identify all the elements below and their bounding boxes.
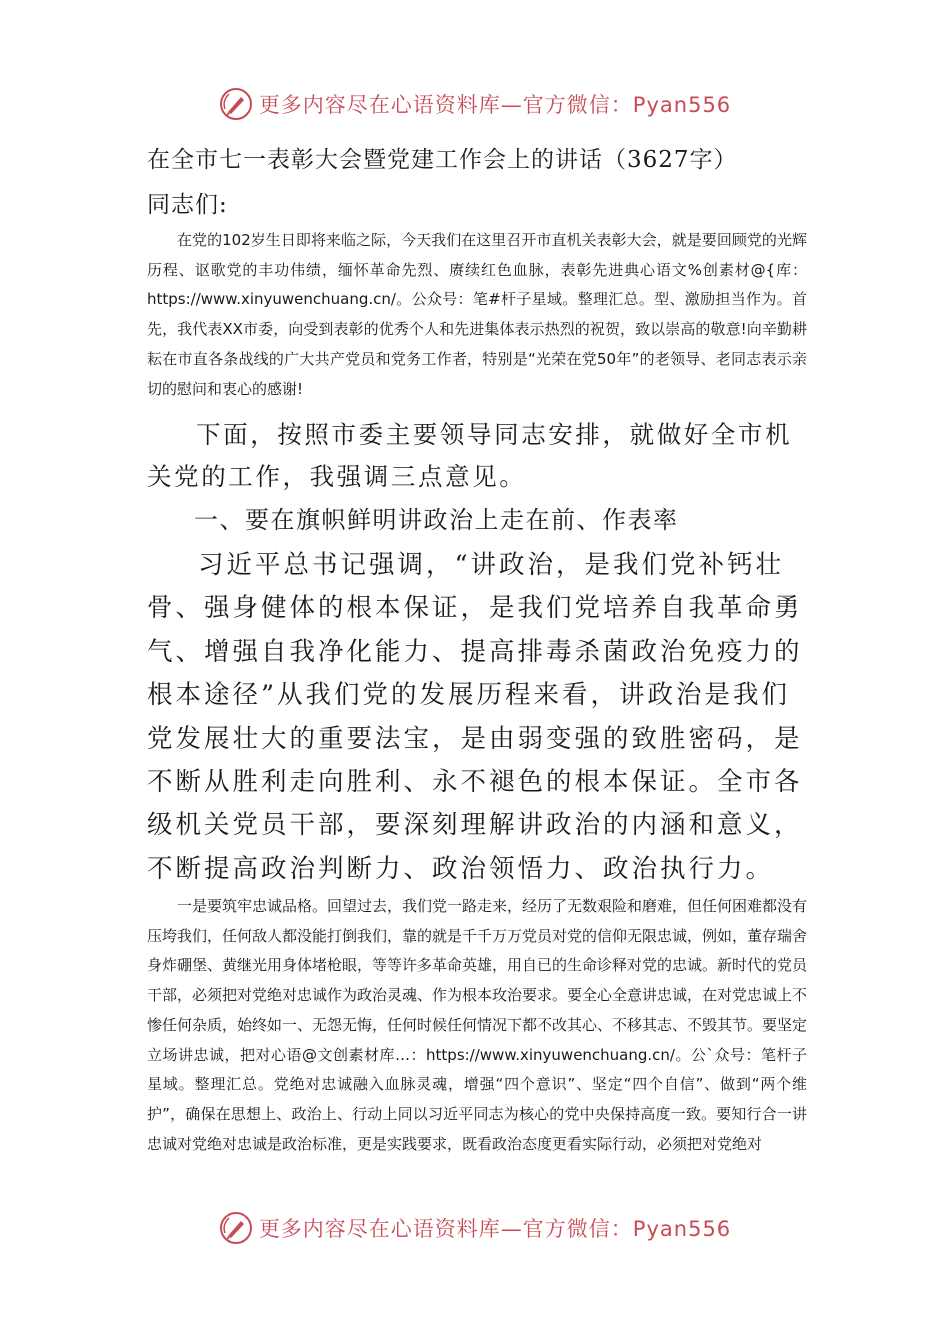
paragraph-outline: 下面，按照市委主要领导同志安排，就做好全市机关党的工作，我强调三点意见。	[147, 420, 793, 491]
section-heading: 一、要在旗帜鲜明讲政治上走在前、作表率	[194, 506, 679, 534]
pen-nib-logo-icon	[219, 87, 253, 121]
greeting: 同志们:	[147, 192, 228, 218]
paragraph-loyalty: 一是要筑牢忠诚品格。回望过去，我们党一路走来，经历了无数艰险和磨难，但任何困难都没有压垮我们，任何敌人都没能打倒我们，靠的就是千千万万党员对党的信仰无限忠诚，例如，董存瑞舍身炸硼堡、黄继光用身体堵枪眼，等等许多革命英雄，用自已的生命诊释对党的忠诚。新时代的党员干部，必须把对党绝对忠诚作为政治灵魂、作为根本玫治要求。要全心全意讲忠诚，在对党忠诚上不惨任何杂质，始终如一、无怨无悔，任何时候任何情况下都不改其心、不移其志、不毁其节。要坚定立场讲忠诚，把对心语@文创素材库…：https://www.xinyuwenchuang.cn/。公`众号：笔杆子星域。整理汇总。党绝对忠诚融入血脉灵魂，增强“四个意识”、坚定“四个自信”、做到“两个维护”，确保在思想上、政治上、行动上同以习近平同志为核心的党中央保持高度一致。要知行合一讲忠诚对党绝对忠诚是政治标准，更是实践要求，既看政治态度更看实际行动，必须把对党绝对	[147, 897, 808, 1153]
pen-nib-logo-icon	[219, 1211, 253, 1245]
header-banner	[0, 84, 950, 124]
document-title: 在全市七一表彰大会暨党建工作会上的讲话（3627字）	[147, 147, 738, 173]
banner-text: 更多内容尽在心语资料库—官方微信：Pyan556	[258, 1217, 732, 1241]
paragraph-intro: 在党的102岁生日即将来临之际，今天我们在这里召开市直机关表彰大会，就是要回顾党的光辉历程、讴歌党的丰功伟绩，缅怀革命先烈、赓续红色血脉，表彰先进典心语文%创素材@{库：https://www.xinyuwenchuang.cn/。公众号：笔#杆子星域。整理汇总。型、激励担当作为。首先，我代表XX市委，向受到表彰的优秀个人和先进集体表示热烈的祝贺，致以崇高的敬意!向辛勤耕耘在市直各条战线的广大共产党员和党务工作者，特别是“光荣在党50年”的老领导、老同志表示亲切的慰问和衷心的感谢!	[147, 231, 807, 398]
footer-banner	[0, 1208, 950, 1248]
banner-text: 更多内容尽在心语资料库—官方微信：Pyan556	[258, 93, 732, 117]
paragraph-quote: 习近平总书记强调，“讲政治，是我们党补钙壮骨、强身健体的根本保证，是我们党培养自我革命勇气、增强自我净化能力、提高排毒杀菌政治免疫力的根本途径”从我们党的发展历程来看，讲政治是我们党发展壮大的重要法宝，是由弱变强的致胜密码，是不断从胜利走向胜利、永不褪色的根本保证。全市各级机关党员干部，要深刻理解讲政治的内涵和意义，不断提高政治判断力、政治领悟力、政治执行力。	[147, 550, 803, 884]
